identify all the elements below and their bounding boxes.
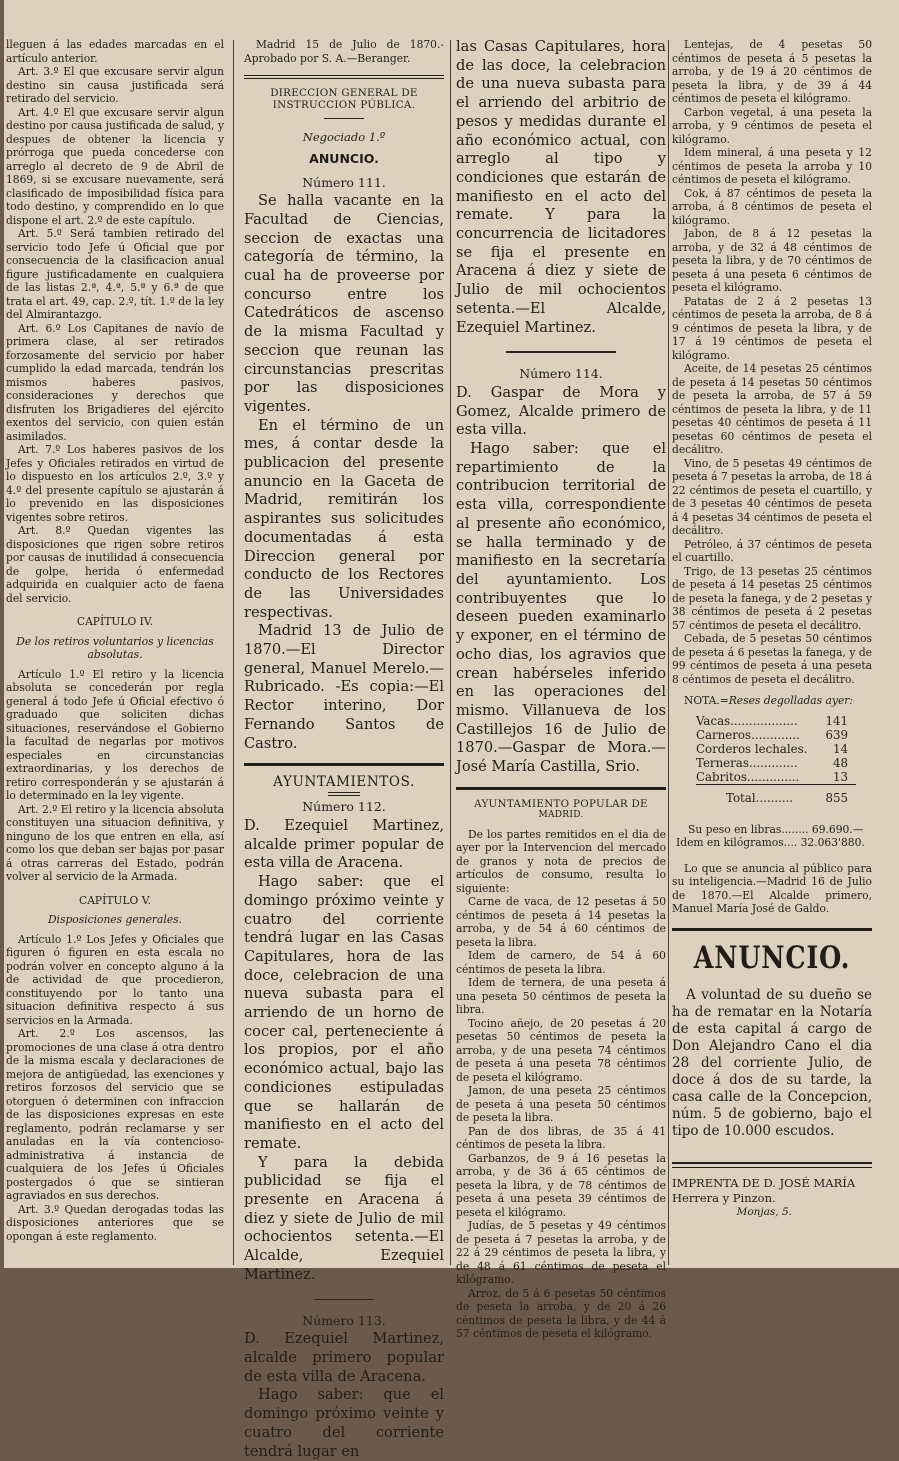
price-item: Tocino añejo, de 20 pesetas á 20 pesetas 50 céntimos de peseta la arroba, y de una peseta 74 céntimos de peseta á una peseta 78 céntimos de peseta el kilógramo. <box>456 1016 666 1084</box>
column-rule <box>233 40 234 1265</box>
paragraph: Artículo 1.º Los Jefes y Oficiales que figuren ó figuren en esta escala no podrán volver en concepto alguno á la de actividad de que procedieron, constituyendo por lo tanto una situacion definitiva respecto á sus servicios en la Armada. <box>6 932 224 1027</box>
paragraph: las Casas Capitulares, hora de las doce, la celebracion de una nueva subasta para el arriendo del arbitrio de pesos y medidas durante el año económico actual, con arreglo al tipo y condiciones que estarán de manifiesto en el acto del remate. Y para la concurrencia de licitadores se fija el presente en Aracena á diez y siete de Julio de mil ochocientos setenta.—El Alcalde, Ezequiel Martinez. <box>456 38 666 336</box>
chapter-subtitle: De los retiros voluntarios y licencias absolutas. <box>16 634 214 661</box>
double-rule <box>244 75 444 79</box>
paragraph: Art. 2.º El retiro y la licencia absoluta constituyen una situacion definitiva, y ninguno de los que entren en ella, así como los que deban ser bajas por pasar á otras carreras del Estado, podrán volver al servicio de la Armada. <box>6 802 224 883</box>
chapter-heading: CAPÍTULO IV. <box>76 615 154 628</box>
paragraph: D. Ezequiel Martinez, alcalde primer popular de esta villa de Aracena. <box>244 817 444 872</box>
paragraph: D. Gaspar de Mora y Gomez, Alcalde primero de esta villa. <box>456 383 666 439</box>
price-item: Carbon vegetal, á una peseta la arroba, y 9 céntimos de peseta el kilógramo. <box>672 105 872 146</box>
section-heading: AYUNTAMIENTOS. <box>273 774 415 791</box>
price-item: Arroz, de 5 á 6 pesetas 50 céntimos de peseta la arroba, y de 20 á 26 céntimos de peseta la libra, y de 44 á 57 céntimos de peseta el kilógramo. <box>456 1286 666 1341</box>
chapter-heading: CAPÍTULO V. <box>79 893 151 907</box>
column-rule <box>450 40 451 1265</box>
price-item: Aceite, de 14 pesetas 25 céntimos de peseta á 14 pesetas 50 céntimos de peseta la arroba, de 57 á 59 céntimos de peseta la libra, y de 11 pesetas 40 céntimos de peseta á 11 pesetas 60 céntimos de peseta el decálitro. <box>672 362 872 456</box>
anuncio-heading: ANUNCIO. <box>693 939 851 976</box>
anuncio-heading: ANUNCIO. <box>309 150 379 166</box>
double-rule <box>672 1162 872 1168</box>
paragraph: D. Ezequiel Martinez, alcalde primero popular de esta villa de Aracena. <box>244 1330 444 1385</box>
column-1 <box>6 38 224 1243</box>
paragraph: Hago saber: que el domingo próximo veinte y cuatro del corriente tendrá lugar en las Casas Capitulares, hora de las doce, celebracion de una nueva subasta para el arriendo de un horno de cocer cal, perteneciente á los propios, por el año económico actual, bajo las condiciones estipuladas que se hallarán de manifiesto en el acto del remate. <box>244 873 444 1152</box>
nota-line <box>672 694 872 708</box>
notice-number: Número 113. <box>302 1312 386 1328</box>
price-item: Carne de vaca, de 12 pesetas á 50 céntimos de peseta á 14 pesetas la arroba, y de 54 á 60 céntimos de peseta la libra. <box>456 895 666 949</box>
notice-number: Número 114. <box>519 366 603 382</box>
weight-line: Su peso en libras........ 69.690.— <box>688 822 864 836</box>
short-rule <box>506 351 616 353</box>
reses-table <box>696 714 856 805</box>
negociado-label: Negociado 1.º <box>302 130 386 144</box>
column-3 <box>456 38 666 1341</box>
table-row: Cabritos.............. 13 <box>696 770 856 785</box>
price-item: Lentejas, de 4 pesetas 50 céntimos de peseta á 5 pesetas la arroba, y de 19 á 20 céntimos de peseta la libra, y de 39 á 44 céntimos de peseta el kilógramo. <box>672 38 872 105</box>
thick-rule <box>244 763 444 766</box>
paragraph: Art. 6.º Los Capitanes de navío de primera clase, al ser retirados forzosamente del servicio por haber cumplido la edad marcada, tendrán los mismos haberes pasivos, consideraciones y derechos que disfruten los Brigadieres del ejército exentos del servicio, con quien están asimilados. <box>6 321 224 443</box>
notice-number: Número 111. <box>302 174 386 190</box>
price-item: Trigo, de 13 pesetas 25 céntimos de peseta á 14 pesetas 25 céntimos de peseta la fanega, y de 2 pesetas y 38 céntimos de peseta á 2 pesetas 57 céntimos de peseta el decálitro. <box>672 564 872 632</box>
paragraph: Art. 7.º Los haberes pasivos de los Jefes y Oficiales retirados en virtud de lo dispuesto en los artículos 2.º, 3.º y 4.º del presente capítulo se ajustarán á lo prevenido en las disposiciones vigentes sobre retiros. <box>6 443 224 524</box>
paragraph: A voluntad de su dueño se ha de rematar en la Notaría de esta capital á cargo de Don Alejandro Cano el dia 28 del corriente Julio, de doce á dos de su tarde, la casa calle de la Concepcion, núm. 5 de gobierno, bajo el tipo de 10.000 escudos. <box>672 986 872 1139</box>
paragraph: Art. 3.º Quedan derogadas todas las disposiciones anteriores que se opongan á este reglamento. <box>6 1202 224 1243</box>
price-item: Idem de ternera, de una peseta á una peseta 50 céntimos de peseta la libra. <box>456 976 666 1017</box>
section-heading: AYUNTAMIENTO POPULAR DE <box>474 797 648 810</box>
paragraph: Art. 4.º El que excusare servir algun destino por causa justificada de salud, y despues de obtener la licencia y prórroga que pueda concederse con arreglo al decreto de 9 de Abril de 1869, si se excusare nuevamente, será clasificado de imposibilidad física para todo destino, y comprendido en lo que dispone el art. 2.º de este capítulo. <box>6 105 224 227</box>
paragraph: Y para la debida publicidad se fija el presente en Aracena á diez y siete de Julio de mil ochocientos setenta.—El Alcalde, Ezequiel Martinez. <box>244 1153 444 1283</box>
price-item: Pan de dos libras, de 35 á 41 céntimos de peseta la libra. <box>456 1124 666 1152</box>
paragraph: Art. 2.º Los ascensos, las promociones de una clase á otra dentro de la misma escala y declaraciones de mejora de antigüedad, las exenciones y retiros forzosos del servicio que se otorguen ó determinen con infraccion de las disposiciones expresas en este reglamento, podrán reclamarse y ser anuladas en la vía contencioso-administrativa á instancia de cualquiera de los Jefes ú Oficiales postergados ó que se sintieran agraviados en sus derechos. <box>6 1027 224 1202</box>
paragraph: Hago saber: que el repartimiento de la contribucion territorial de esta villa, correspondiente al presente año económico, se halla terminado y de manifiesto en la secretaría del ayuntamiento. Los contribuyentes que lo deseen pueden examinarlo y exponer, en el término de ocho dias, los agravios que crean habérseles inferido en las operaciones del mismo. Villanueva de los Castillejos 16 de Julio de 1870.—Gaspar de Mora.—José María Castilla, Srio. <box>456 440 666 776</box>
total-row: Total.......... 855 <box>726 790 848 805</box>
notice-number: Número 112. <box>302 799 386 815</box>
chapter-subtitle: Disposiciones generales. <box>47 913 183 926</box>
printer-imprint: IMPRENTA DE D. JOSÉ MARÍA Herrera y Pinzon. <box>672 1175 856 1205</box>
paragraph: lleguen á las edades marcadas en el artículo anterior. <box>6 38 224 65</box>
table-row: Corderos lechales. 14 <box>696 741 848 756</box>
column-rule <box>668 40 669 1265</box>
price-item: Judías, de 5 pesetas y 49 céntimos de peseta á 7 pesetas la arroba, y de 22 á 29 céntimos de peseta la libra, y de 48 á 61 céntimos de peseta el kilógramo. <box>456 1219 666 1287</box>
paragraph: Art. 3.º El que excusare servir algun destino sin causa justificada será retirado del servicio. <box>6 65 224 105</box>
column-4 <box>672 38 872 1218</box>
paragraph: Artículo 1.º El retiro y la licencia absoluta se concederán por regla general á todo Jefe ú Oficial efectivo ó graduado que soliciten dichas situaciones, reservándose el Gobierno la facultad de negarlas por motivos especiales en circunstancias extraordinarias, y los derechos de retiro corresponderán y se ajustarán á lo determinado en la ley vigente. <box>6 667 224 802</box>
price-item: Jamon, de una peseta 25 céntimos de peseta á una peseta 50 céntimos de peseta la libra. <box>456 1084 666 1125</box>
paragraph: Madrid 13 de Julio de 1870.—El Director general, Manuel Merelo.—Rubricado. -Es copia:—El Rector interino, Dor Fernando Santos de Castro. <box>244 622 444 752</box>
price-item: Garbanzos, de 9 á 16 pesetas la arroba, y de 36 á 65 céntimos de peseta la libra, y de 78 céntimos de peseta á una peseta 39 céntimos de peseta el kilógramo. <box>456 1151 666 1219</box>
price-item: Cok, á 87 céntimos de peseta la arroba, á 8 céntimos de peseta el kilógramo. <box>672 186 872 227</box>
price-item: Vino, de 5 pesetas 49 céntimos de peseta á 7 pesetas la arroba, de 18 á 22 céntimos de peseta el cuartillo, y de 3 pesetas 40 céntimos de peseta á 4 pesetas 34 céntimos de peseta el decálitro. <box>672 456 872 537</box>
price-item: Idem de carnero, de 54 á 60 céntimos de peseta la libra. <box>456 949 666 976</box>
paragraph: Lo que se anuncia al público para su inteligencia.—Madrid 16 de Julio de 1870.—El Alcalde primero, Manuel María José de Galdo. <box>672 861 872 915</box>
paragraph: Art. 5.º Será tambien retirado del servicio todo Jefe ú Oficial que por consecuencia de la clasificacion anual figure justificadamente en cualquiera de las listas 2.ª, 4.ª, 5.ª y 6.ª de que trata el art. 49, cap. 2.º, tít. 1.º de la ley del Almirantazgo. <box>6 227 224 321</box>
section-heading: DIRECCION GENERAL DE INSTRUCCION PÚBLICA. <box>270 87 418 111</box>
short-rule <box>314 1299 374 1300</box>
price-item: Idem mineral, á una peseta y 12 céntimos de peseta la arroba y 10 céntimos de peseta el kilógramo. <box>672 146 872 186</box>
newspaper-page <box>4 0 899 1460</box>
column-2 <box>244 38 444 1461</box>
short-rule <box>324 118 364 119</box>
price-item: Jabon, de 8 á 12 pesetas la arroba, y de 32 á 48 céntimos de peseta la libra, y de 70 céntimos de peseta á una peseta 6 céntimos de peseta el kilógramo. <box>672 227 872 294</box>
table-row: Vacas.................. 141 <box>696 713 848 728</box>
price-item: Patatas de 2 á 2 pesetas 13 céntimos de peseta la arroba, de 8 á 9 céntimos de peseta la libra, y de 17 á 19 céntimos de peseta el kilógramo. <box>672 294 872 362</box>
nota-text: =Reses degolladas ayer: <box>719 694 853 707</box>
nota-label: NOTA. <box>684 694 720 707</box>
thick-rule <box>456 787 666 790</box>
paragraph: De los partes remitidos en el dia de ayer por la Intervencion del mercado de granos y nota de precios de artículos de consumo, resulta lo siguiente: <box>456 827 666 895</box>
paragraph: Hago saber: que el domingo próximo veinte y cuatro del corriente tendrá lugar en <box>244 1386 444 1460</box>
table-row: Carneros............. 639 <box>696 727 848 742</box>
paragraph: En el término de un mes, á contar desde la publicacion del presente anuncio en la Gaceta de Madrid, remitirán los aspirantes sus solicitudes documentadas á esta Direccion general por conducto de los Rectores de las Universidades respectivas. <box>244 416 444 621</box>
thick-rule <box>672 928 872 931</box>
paragraph: Art. 8.º Quedan vigentes las disposiciones que rigen sobre retiros por causas de inutilidad á consecuencia de golpe, herida ó enfermedad adquirida en cualquier acto de faena del servicio. <box>6 524 224 605</box>
paragraph: Se halla vacante en la Facultad de Ciencias, seccion de exactas una categoría de término, la cual ha de proveerse por concurso entre los Catedráticos de ascenso de la misma Facultad y seccion que reunan las circunstancias prescritas por las disposiciones vigentes. <box>244 192 444 415</box>
printer-address: Monjas, 5. <box>736 1205 792 1218</box>
small-double-rule <box>328 792 360 796</box>
table-row: Terneras............. 48 <box>696 755 848 770</box>
dateline: Madrid 15 de Julio de 1870.-Aprobado por S. A.—Beranger. <box>244 38 444 65</box>
price-item: Petróleo, á 37 céntimos de peseta el cuartillo. <box>672 537 872 564</box>
weight-line: Idem en kilógramos.... 32.063'880. <box>676 836 865 849</box>
price-item: Cebada, de 5 pesetas 50 céntimos de peseta á 6 pesetas la fanega, y de 99 céntimos de peseta á una peseta 8 céntimos de peseta el decálitro. <box>672 632 872 686</box>
section-subheading: MADRID. <box>538 809 584 820</box>
